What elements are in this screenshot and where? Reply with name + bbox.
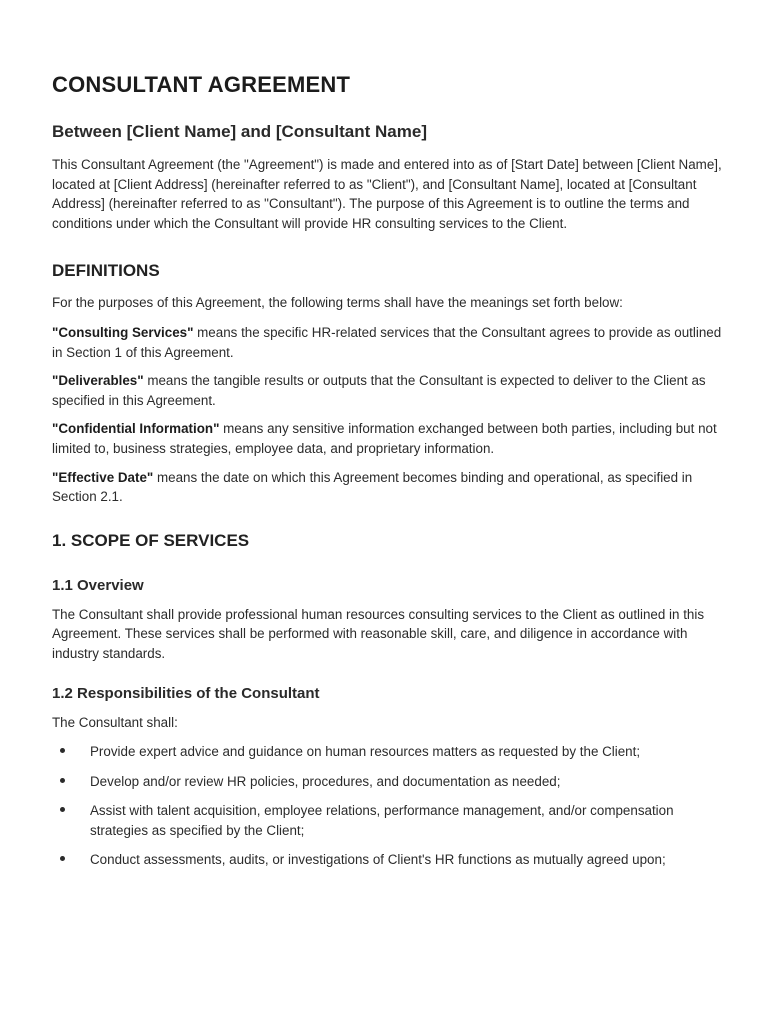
bullet-icon xyxy=(60,748,65,753)
list-item xyxy=(52,772,724,792)
list-item-text: Assist with talent acquisition, employee relations, performance management, and/or compensation strategies as specified by the Client; xyxy=(90,803,674,838)
document-subtitle: Between [Client Name] and [Consultant Name] xyxy=(52,122,427,141)
list-item-text: Provide expert advice and guidance on human resources matters as requested by the Client; xyxy=(90,744,641,760)
list-item xyxy=(52,742,724,762)
definition-text: means any sensitive information exchanged between both parties, including but not limited to, business strategies, employee data, and proprietary information. xyxy=(52,421,717,456)
definition-term: "Confidential Information" xyxy=(52,421,220,437)
bullet-icon xyxy=(60,778,65,783)
definition-item xyxy=(52,419,724,458)
definition-text: means the tangible results or outputs that the Consultant is expected to deliver to the Client as specified in this Agreement. xyxy=(52,373,706,408)
definition-term: "Consulting Services" xyxy=(52,324,194,340)
definitions-heading: DEFINITIONS xyxy=(52,261,160,281)
responsibilities-lead: The Consultant shall: xyxy=(52,714,178,730)
definitions-lead: For the purposes of this Agreement, the following terms shall have the meanings set forth below: xyxy=(52,295,623,311)
list-item-text: Develop and/or review HR policies, procedures, and documentation as needed; xyxy=(90,773,561,789)
list-item-text: Conduct assessments, audits, or investigations of Client's HR functions as mutually agreed upon; xyxy=(90,852,666,868)
document-body xyxy=(52,70,724,870)
bullet-icon xyxy=(60,856,65,861)
definition-term: "Effective Date" xyxy=(52,469,154,485)
definition-item xyxy=(52,371,724,410)
scope-heading: 1. SCOPE OF SERVICES xyxy=(52,530,250,550)
document-title: CONSULTANT AGREEMENT xyxy=(52,72,351,97)
overview-heading: 1.1 Overview xyxy=(52,576,144,594)
bullet-icon xyxy=(60,807,65,812)
list-item xyxy=(52,801,724,840)
definition-item xyxy=(52,468,724,507)
definition-item xyxy=(52,323,724,362)
list-item xyxy=(52,850,724,870)
responsibilities-list xyxy=(52,742,724,870)
overview-paragraph: The Consultant shall provide professional human resources consulting services to the Client as outlined in this Agreement. These services shall be performed with reasonable skill, care, and diligence in accordance with industry standards. xyxy=(52,606,705,661)
responsibilities-heading: 1.2 Responsibilities of the Consultant xyxy=(52,684,320,702)
definition-term: "Deliverables" xyxy=(52,373,144,389)
definition-text: means the date on which this Agreement becomes binding and operational, as specified in Section 2.1. xyxy=(52,469,693,505)
intro-paragraph: This Consultant Agreement (the "Agreement") is made and entered into as of [Start Date] between [Client Name], located at [Client Address] (hereinafter referred to as "Client"), and [Consultant Name], located at [Consultant Address] (hereinafter referred to as "Consultant"). The purpose of this Agreement is to outline the terms and conditions under which the Consultant will provide HR consulting services to the Client. xyxy=(52,157,722,231)
definition-text: means the specific HR-related services that the Consultant agrees to provide as outlined in Section 1 of this Agreement. xyxy=(52,324,722,360)
